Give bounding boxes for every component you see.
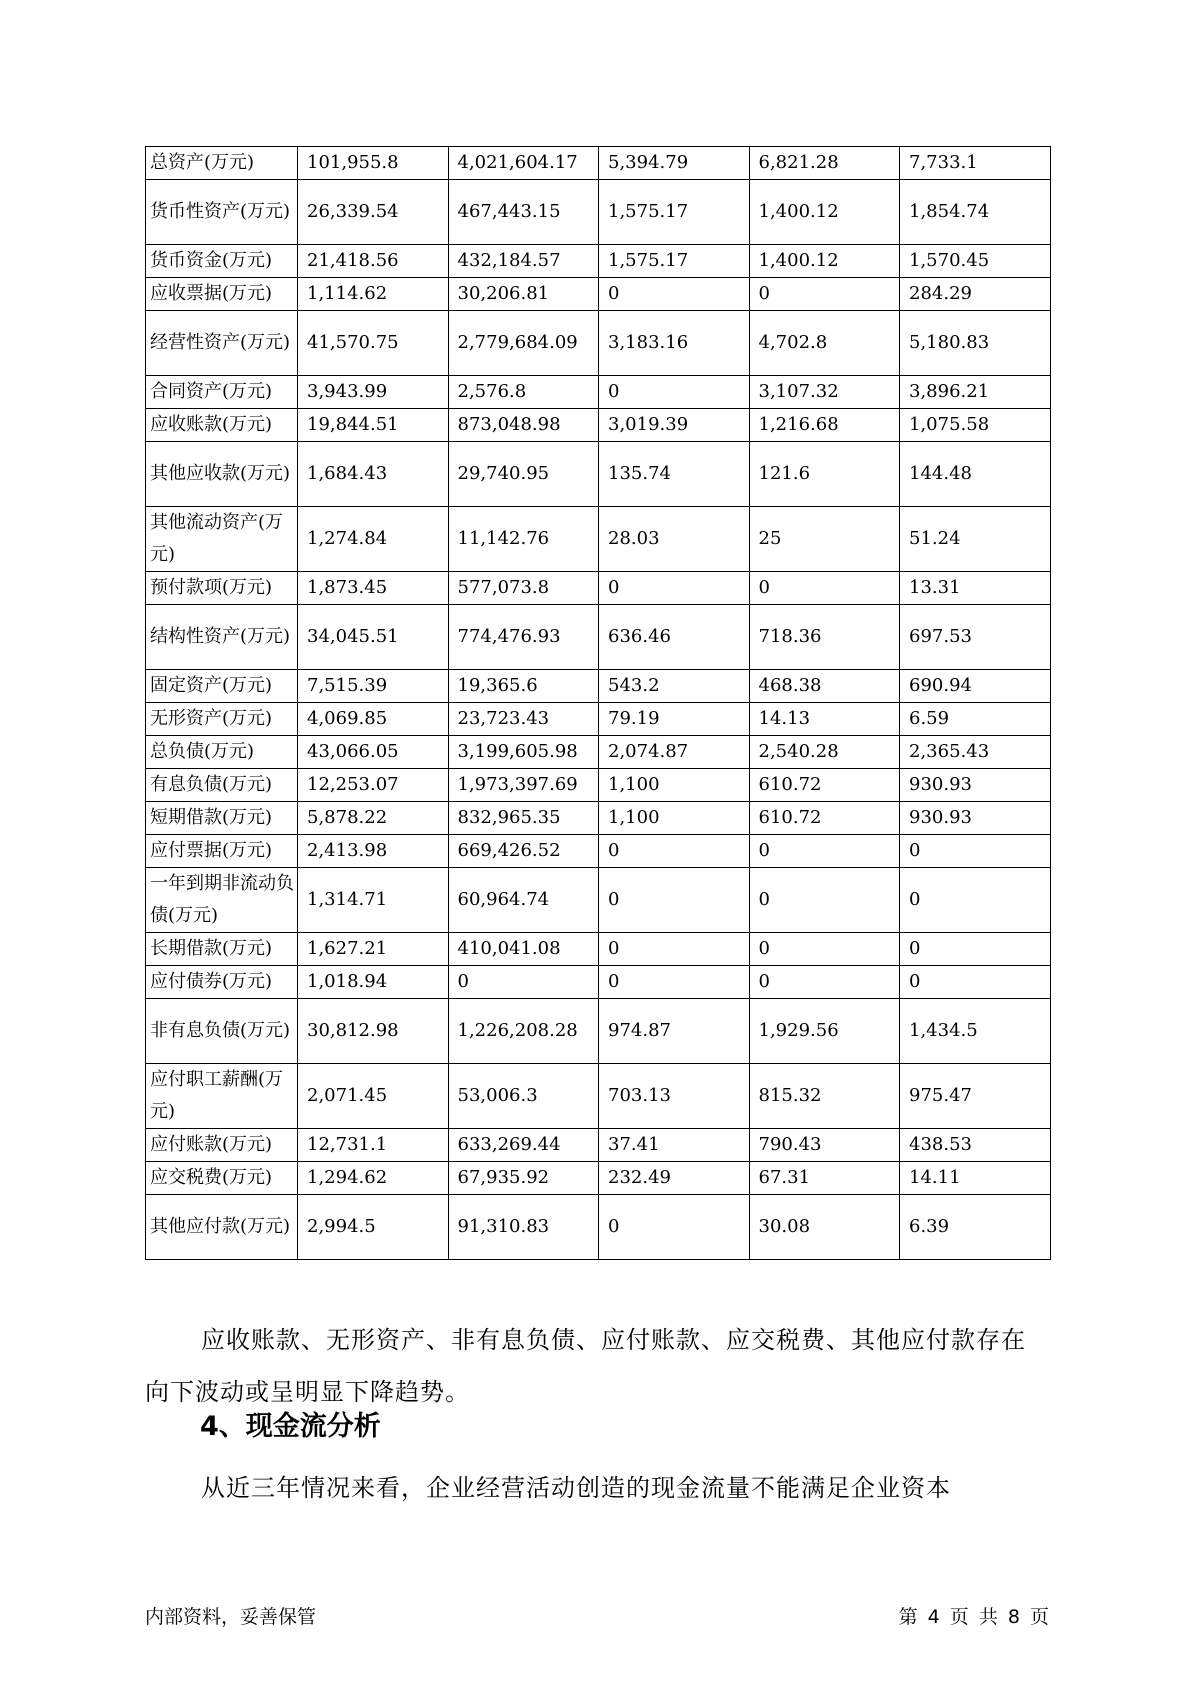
row-label: 非有息负债(万元) <box>146 999 298 1064</box>
table-row <box>146 572 1051 605</box>
table-row <box>146 868 1051 933</box>
table-cell: 2,365.43 <box>900 736 1051 769</box>
row-label: 应付账款(万元) <box>146 1129 298 1162</box>
table-cell: 0 <box>749 966 900 999</box>
table-cell: 6.59 <box>900 703 1051 736</box>
table-cell: 0 <box>599 376 750 409</box>
table-cell: 67.31 <box>749 1162 900 1195</box>
table-cell: 633,269.44 <box>448 1129 599 1162</box>
row-label: 合同资产(万元) <box>146 376 298 409</box>
table-cell: 21,418.56 <box>298 245 449 278</box>
table-cell: 6,821.28 <box>749 147 900 180</box>
table-row <box>146 703 1051 736</box>
financial-data-table <box>145 146 1051 1260</box>
table-row <box>146 999 1051 1064</box>
table-cell: 2,540.28 <box>749 736 900 769</box>
table-cell: 467,443.15 <box>448 180 599 245</box>
table-cell: 1,570.45 <box>900 245 1051 278</box>
table-cell: 30.08 <box>749 1195 900 1260</box>
table-cell: 0 <box>599 835 750 868</box>
table-row <box>146 245 1051 278</box>
row-label: 货币性资产(万元) <box>146 180 298 245</box>
table-cell: 610.72 <box>749 802 900 835</box>
row-label: 固定资产(万元) <box>146 670 298 703</box>
table-row <box>146 507 1051 572</box>
table-cell: 4,702.8 <box>749 311 900 376</box>
table-cell: 0 <box>599 278 750 311</box>
row-label: 应付职工薪酬(万元) <box>146 1064 298 1129</box>
table-cell: 4,069.85 <box>298 703 449 736</box>
row-label: 应收票据(万元) <box>146 278 298 311</box>
table-row <box>146 605 1051 670</box>
table-cell: 1,274.84 <box>298 507 449 572</box>
table-cell: 1,575.17 <box>599 180 750 245</box>
table-cell: 1,854.74 <box>900 180 1051 245</box>
row-label: 经营性资产(万元) <box>146 311 298 376</box>
table-cell: 790.43 <box>749 1129 900 1162</box>
table-cell: 543.2 <box>599 670 750 703</box>
table-cell: 1,216.68 <box>749 409 900 442</box>
table-cell: 975.47 <box>900 1064 1051 1129</box>
table-cell: 67,935.92 <box>448 1162 599 1195</box>
table-cell: 2,074.87 <box>599 736 750 769</box>
table-cell: 25 <box>749 507 900 572</box>
table-cell: 610.72 <box>749 769 900 802</box>
table-cell: 3,943.99 <box>298 376 449 409</box>
table-cell: 1,100 <box>599 769 750 802</box>
row-label: 总负债(万元) <box>146 736 298 769</box>
table-cell: 669,426.52 <box>448 835 599 868</box>
table-cell: 53,006.3 <box>448 1064 599 1129</box>
analysis-paragraph: 应收账款、无形资产、非有息负债、应付账款、应交税费、其他应付款存在向下波动或呈明显下降趋势。 <box>145 1326 1026 1406</box>
table-cell: 2,576.8 <box>448 376 599 409</box>
table-cell: 1,575.17 <box>599 245 750 278</box>
table-cell: 3,183.16 <box>599 311 750 376</box>
table-row <box>146 1195 1051 1260</box>
row-label: 结构性资产(万元) <box>146 605 298 670</box>
table-row <box>146 147 1051 180</box>
table-cell: 410,041.08 <box>448 933 599 966</box>
table-cell: 29,740.95 <box>448 442 599 507</box>
table-cell: 0 <box>749 278 900 311</box>
row-label: 应付票据(万元) <box>146 835 298 868</box>
table-cell: 930.93 <box>900 802 1051 835</box>
table-cell: 468.38 <box>749 670 900 703</box>
table-cell: 30,812.98 <box>298 999 449 1064</box>
table-cell: 26,339.54 <box>298 180 449 245</box>
row-label: 总资产(万元) <box>146 147 298 180</box>
row-label: 预付款项(万元) <box>146 572 298 605</box>
table-cell: 19,844.51 <box>298 409 449 442</box>
table-cell: 144.48 <box>900 442 1051 507</box>
table-cell: 135.74 <box>599 442 750 507</box>
table-row <box>146 835 1051 868</box>
row-label: 一年到期非流动负债(万元) <box>146 868 298 933</box>
table-cell: 30,206.81 <box>448 278 599 311</box>
table-cell: 5,394.79 <box>599 147 750 180</box>
row-label: 其他应付款(万元) <box>146 1195 298 1260</box>
table-cell: 23,723.43 <box>448 703 599 736</box>
table-cell: 1,929.56 <box>749 999 900 1064</box>
table-cell: 1,314.71 <box>298 868 449 933</box>
table-cell: 3,199,605.98 <box>448 736 599 769</box>
table-cell: 0 <box>900 868 1051 933</box>
section-heading-cash-flow: 4、现金流分析 <box>200 1411 381 1442</box>
table-cell: 2,994.5 <box>298 1195 449 1260</box>
table-cell: 101,955.8 <box>298 147 449 180</box>
table-cell: 3,107.32 <box>749 376 900 409</box>
table-row <box>146 670 1051 703</box>
table-cell: 1,873.45 <box>298 572 449 605</box>
table-body <box>146 147 1051 1260</box>
table-cell: 13.31 <box>900 572 1051 605</box>
table-cell: 1,075.58 <box>900 409 1051 442</box>
table-cell: 577,073.8 <box>448 572 599 605</box>
table-row <box>146 442 1051 507</box>
table-cell: 7,515.39 <box>298 670 449 703</box>
table-cell: 11,142.76 <box>448 507 599 572</box>
row-label: 无形资产(万元) <box>146 703 298 736</box>
table-cell: 703.13 <box>599 1064 750 1129</box>
table-cell: 34,045.51 <box>298 605 449 670</box>
table-cell: 0 <box>749 868 900 933</box>
row-label: 其他应收款(万元) <box>146 442 298 507</box>
table-cell: 6.39 <box>900 1195 1051 1260</box>
table-cell: 12,731.1 <box>298 1129 449 1162</box>
table-cell: 930.93 <box>900 769 1051 802</box>
table-cell: 0 <box>599 933 750 966</box>
table-cell: 1,627.21 <box>298 933 449 966</box>
row-label: 货币资金(万元) <box>146 245 298 278</box>
table-cell: 1,400.12 <box>749 245 900 278</box>
table-cell: 0 <box>599 1195 750 1260</box>
table-row <box>146 1129 1051 1162</box>
table-cell: 0 <box>599 966 750 999</box>
table-cell: 718.36 <box>749 605 900 670</box>
table-cell: 0 <box>749 933 900 966</box>
table-cell: 636.46 <box>599 605 750 670</box>
table-cell: 690.94 <box>900 670 1051 703</box>
table-cell: 28.03 <box>599 507 750 572</box>
footer-page-number: 第 4 页 共 8 页 <box>898 1606 1049 1628</box>
footer-confidential-note: 内部资料，妥善保管 <box>145 1606 317 1628</box>
table-cell: 12,253.07 <box>298 769 449 802</box>
table-cell: 0 <box>599 868 750 933</box>
row-label: 应收账款(万元) <box>146 409 298 442</box>
table-cell: 1,018.94 <box>298 966 449 999</box>
table-row <box>146 1064 1051 1129</box>
table-cell: 1,100 <box>599 802 750 835</box>
table-cell: 0 <box>749 835 900 868</box>
table-row <box>146 966 1051 999</box>
table-cell: 1,434.5 <box>900 999 1051 1064</box>
table-cell: 0 <box>900 966 1051 999</box>
table-cell: 1,226,208.28 <box>448 999 599 1064</box>
row-label: 有息负债(万元) <box>146 769 298 802</box>
table-cell: 60,964.74 <box>448 868 599 933</box>
table-cell: 774,476.93 <box>448 605 599 670</box>
table-cell: 7,733.1 <box>900 147 1051 180</box>
table-cell: 832,965.35 <box>448 802 599 835</box>
table-cell: 2,413.98 <box>298 835 449 868</box>
table-cell: 815.32 <box>749 1064 900 1129</box>
table-cell: 121.6 <box>749 442 900 507</box>
table-cell: 4,021,604.17 <box>448 147 599 180</box>
table-row <box>146 802 1051 835</box>
table-cell: 0 <box>599 572 750 605</box>
row-label: 长期借款(万元) <box>146 933 298 966</box>
table-row <box>146 1162 1051 1195</box>
table-cell: 1,294.62 <box>298 1162 449 1195</box>
table-row <box>146 736 1051 769</box>
table-cell: 5,878.22 <box>298 802 449 835</box>
table-cell: 0 <box>448 966 599 999</box>
table-row <box>146 311 1051 376</box>
table-cell: 51.24 <box>900 507 1051 572</box>
table-cell: 0 <box>749 572 900 605</box>
row-label: 其他流动资产(万元) <box>146 507 298 572</box>
table-cell: 37.41 <box>599 1129 750 1162</box>
table-cell: 873,048.98 <box>448 409 599 442</box>
table-row <box>146 769 1051 802</box>
table-row <box>146 409 1051 442</box>
row-label: 短期借款(万元) <box>146 802 298 835</box>
table-cell: 2,779,684.09 <box>448 311 599 376</box>
table-row <box>146 278 1051 311</box>
table-cell: 0 <box>900 835 1051 868</box>
row-label: 应付债券(万元) <box>146 966 298 999</box>
cash-flow-paragraph: 从近三年情况来看，企业经营活动创造的现金流量不能满足企业资本 <box>201 1474 951 1502</box>
table-cell: 3,019.39 <box>599 409 750 442</box>
table-cell: 14.11 <box>900 1162 1051 1195</box>
table-cell: 2,071.45 <box>298 1064 449 1129</box>
table-cell: 284.29 <box>900 278 1051 311</box>
table-cell: 79.19 <box>599 703 750 736</box>
row-label: 应交税费(万元) <box>146 1162 298 1195</box>
table-cell: 974.87 <box>599 999 750 1064</box>
table-cell: 91,310.83 <box>448 1195 599 1260</box>
table-cell: 0 <box>900 933 1051 966</box>
table-cell: 1,973,397.69 <box>448 769 599 802</box>
table-cell: 697.53 <box>900 605 1051 670</box>
table-cell: 438.53 <box>900 1129 1051 1162</box>
table-row <box>146 180 1051 245</box>
table-cell: 1,400.12 <box>749 180 900 245</box>
table-cell: 5,180.83 <box>900 311 1051 376</box>
table-cell: 432,184.57 <box>448 245 599 278</box>
table-row <box>146 376 1051 409</box>
table-cell: 19,365.6 <box>448 670 599 703</box>
table-cell: 1,684.43 <box>298 442 449 507</box>
table-row <box>146 933 1051 966</box>
table-cell: 43,066.05 <box>298 736 449 769</box>
table-cell: 232.49 <box>599 1162 750 1195</box>
table-cell: 41,570.75 <box>298 311 449 376</box>
table-cell: 1,114.62 <box>298 278 449 311</box>
table-cell: 3,896.21 <box>900 376 1051 409</box>
table-cell: 14.13 <box>749 703 900 736</box>
